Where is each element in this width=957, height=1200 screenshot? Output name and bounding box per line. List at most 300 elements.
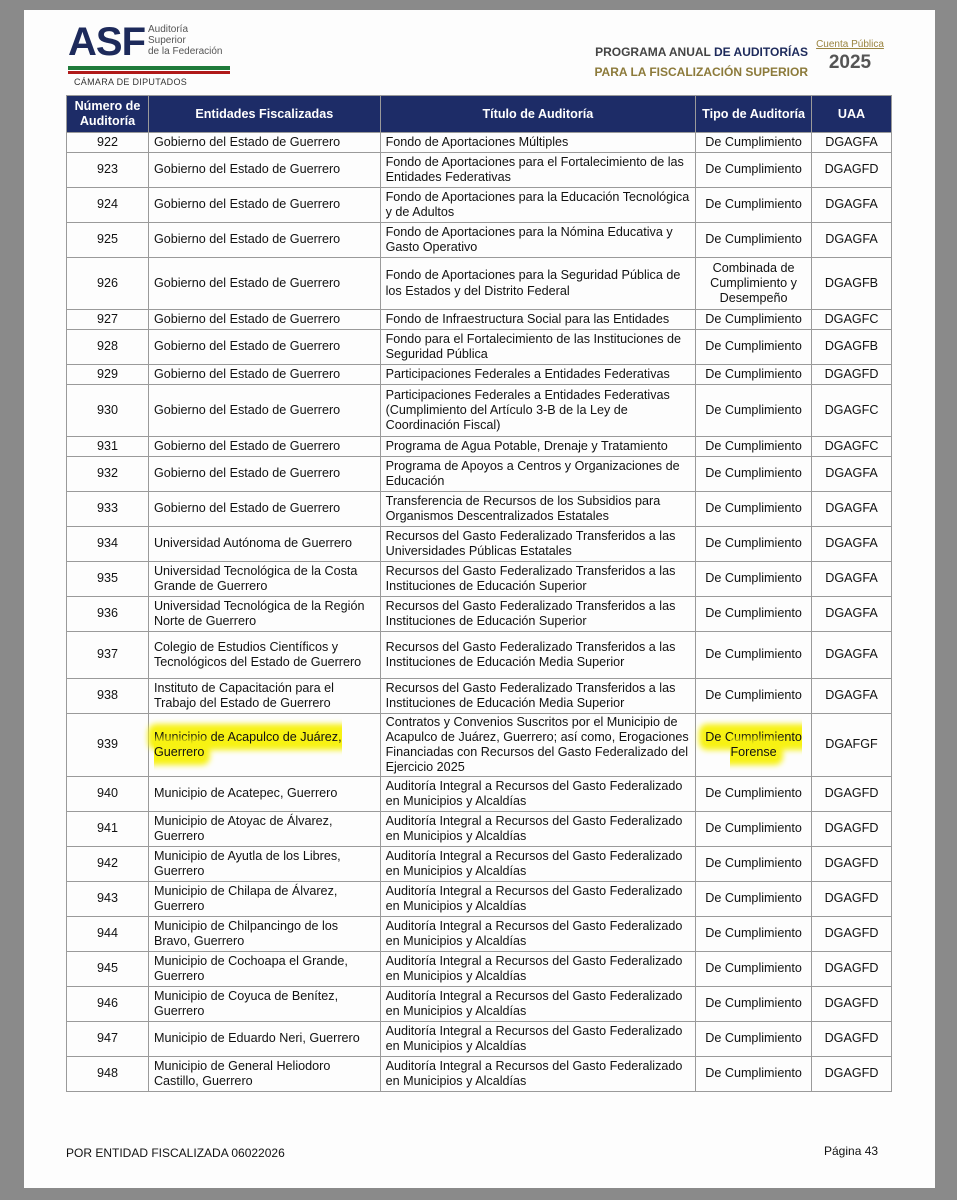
- audit-title-cell: [380, 952, 696, 987]
- program-title-line1a: PROGRAMA ANUAL: [595, 45, 714, 59]
- uaa-cell: [812, 133, 892, 153]
- audit-title-cell: [380, 882, 696, 917]
- audit-number-text: 940: [96, 786, 118, 801]
- audit-number-cell: [67, 365, 149, 385]
- entity-text: Gobierno del Estado de Guerrero: [153, 438, 341, 453]
- audit-number-cell: [67, 917, 149, 952]
- entity-cell: [148, 223, 380, 258]
- uaa-text: DGAGFD: [824, 926, 879, 941]
- audit-number-cell: [67, 385, 149, 437]
- audit-number-text: 937: [96, 647, 118, 662]
- audit-type-cell: [696, 1057, 812, 1092]
- entity-text: Gobierno del Estado de Guerrero: [153, 134, 341, 149]
- audit-title-cell: [380, 457, 696, 492]
- entity-text: Municipio de Acatepec, Guerrero: [153, 786, 338, 801]
- audit-title-text: Fondo de Aportaciones Múltiples: [385, 134, 569, 149]
- entity-cell: [148, 310, 380, 330]
- audit-number-text: 946: [96, 996, 118, 1011]
- table-row: [67, 679, 892, 714]
- audit-type-text: Combinada de Cumplimiento y Desempeño: [710, 260, 797, 306]
- audit-number-cell: [67, 223, 149, 258]
- audit-type-cell: [696, 457, 812, 492]
- audit-number-cell: [67, 679, 149, 714]
- column-header: Tipo de Auditoría: [696, 96, 812, 133]
- table-row: [67, 527, 892, 562]
- entity-cell: [148, 1057, 380, 1092]
- uaa-cell: [812, 1022, 892, 1057]
- audit-type-cell: [696, 777, 812, 812]
- uaa-cell: [812, 385, 892, 437]
- table-row: [67, 987, 892, 1022]
- audit-number-cell: [67, 812, 149, 847]
- uaa-cell: [812, 492, 892, 527]
- uaa-text: DGAGFC: [824, 438, 879, 453]
- uaa-text: DGAGFD: [824, 961, 879, 976]
- audit-type-text: De Cumplimiento: [705, 606, 802, 621]
- table-row: [67, 153, 892, 188]
- table-row: [67, 1022, 892, 1057]
- audit-type-text: De Cumplimiento: [705, 821, 802, 836]
- table-row: [67, 365, 892, 385]
- uaa-text: DGAGFA: [825, 536, 878, 551]
- entity-cell: [148, 527, 380, 562]
- audit-number-text: 935: [96, 571, 118, 586]
- uaa-cell: [812, 847, 892, 882]
- entity-cell: [148, 812, 380, 847]
- table-row: [67, 258, 892, 310]
- table-row: [67, 917, 892, 952]
- audit-number-cell: [67, 714, 149, 777]
- uaa-text: DGAGFD: [824, 856, 879, 871]
- uaa-cell: [812, 310, 892, 330]
- entity-cell: [148, 952, 380, 987]
- table-row: [67, 310, 892, 330]
- audit-number-text: 936: [96, 606, 118, 621]
- audit-type-text: De Cumplimiento: [705, 536, 802, 551]
- audit-number-text: 928: [96, 339, 118, 354]
- audit-number-cell: [67, 597, 149, 632]
- uaa-cell: [812, 153, 892, 188]
- entity-text: Gobierno del Estado de Guerrero: [153, 339, 341, 354]
- entity-cell: [148, 133, 380, 153]
- table-row: [67, 812, 892, 847]
- audit-title-text: Fondo de Aportaciones para la Nómina Educativa y Gasto Operativo: [385, 224, 673, 254]
- audit-number-text: 939: [96, 737, 118, 752]
- audit-number-cell: [67, 330, 149, 365]
- entity-cell: [148, 385, 380, 437]
- entity-cell: [148, 777, 380, 812]
- asf-logo-description: [148, 24, 240, 57]
- uaa-text: DGAGFA: [825, 688, 878, 703]
- audit-title-text: Auditoría Integral a Recursos del Gasto Federalizado en Municipios y Alcaldías: [385, 848, 683, 878]
- entity-text: Colegio de Estudios Científicos y Tecnológicos del Estado de Guerrero: [153, 639, 362, 669]
- audit-table: [66, 95, 892, 1092]
- uaa-cell: [812, 562, 892, 597]
- entity-cell: [148, 258, 380, 310]
- audit-type-text: De Cumplimiento: [705, 366, 802, 381]
- entity-cell: [148, 882, 380, 917]
- audit-type-cell: [696, 153, 812, 188]
- entity-cell: [148, 917, 380, 952]
- audit-number-text: 926: [96, 275, 118, 290]
- table-row: [67, 597, 892, 632]
- audit-type-cell: [696, 527, 812, 562]
- audit-title-cell: [380, 385, 696, 437]
- column-header: Entidades Fiscalizadas: [148, 96, 380, 133]
- audit-type-text: De Cumplimiento: [705, 311, 802, 326]
- audit-number-cell: [67, 133, 149, 153]
- audit-type-text: De Cumplimiento: [705, 647, 802, 662]
- uaa-cell: [812, 632, 892, 679]
- audit-type-cell: [696, 133, 812, 153]
- audit-number-text: 927: [96, 311, 118, 326]
- audit-title-cell: [380, 492, 696, 527]
- audit-type-cell: [696, 882, 812, 917]
- cuenta-publica-year: 2025: [828, 52, 872, 73]
- audit-type-cell: [696, 492, 812, 527]
- audit-number-cell: [67, 1057, 149, 1092]
- audit-type-cell: [696, 385, 812, 437]
- program-title-line2: PARA LA FISCALIZACIÓN SUPERIOR: [594, 65, 808, 79]
- audit-type-text: De Cumplimiento: [705, 571, 802, 586]
- audit-type-text: De Cumplimiento: [705, 402, 802, 417]
- uaa-text: DGAGFA: [825, 647, 878, 662]
- table-row: [67, 882, 892, 917]
- entity-cell: [148, 714, 380, 777]
- audit-number-cell: [67, 153, 149, 188]
- entity-text: Instituto de Capacitación para el Trabajo del Estado de Guerrero: [153, 680, 334, 710]
- audit-number-text: 924: [96, 197, 118, 212]
- audit-type-text: De Cumplimiento: [705, 466, 802, 481]
- uaa-text: DGAFGF: [825, 737, 878, 752]
- uaa-cell: [812, 188, 892, 223]
- uaa-text: DGAGFB: [824, 275, 879, 290]
- page-number: Página 43: [824, 1144, 879, 1158]
- audit-number-text: 944: [96, 926, 118, 941]
- uaa-text: DGAGFC: [824, 402, 879, 417]
- audit-number-cell: [67, 457, 149, 492]
- program-title: [554, 42, 808, 82]
- audit-title-cell: [380, 714, 696, 777]
- audit-number-text: 932: [96, 466, 118, 481]
- audit-type-text: De Cumplimiento Forense: [705, 729, 802, 759]
- entity-text: Gobierno del Estado de Guerrero: [153, 501, 341, 516]
- asf-logo: [68, 22, 238, 94]
- entity-cell: [148, 987, 380, 1022]
- audit-title-cell: [380, 777, 696, 812]
- flag-stripe-red: [68, 71, 230, 74]
- audit-type-cell: [696, 310, 812, 330]
- uaa-text: DGAGFA: [825, 606, 878, 621]
- audit-type-text: De Cumplimiento: [705, 438, 802, 453]
- audit-number-cell: [67, 987, 149, 1022]
- entity-text: Gobierno del Estado de Guerrero: [153, 162, 341, 177]
- audit-title-cell: [380, 258, 696, 310]
- audit-title-cell: [380, 527, 696, 562]
- uaa-cell: [812, 597, 892, 632]
- uaa-cell: [812, 1057, 892, 1092]
- audit-title-text: Auditoría Integral a Recursos del Gasto Federalizado en Municipios y Alcaldías: [385, 918, 683, 948]
- cuenta-publica-label: Cuenta Pública: [816, 39, 884, 50]
- audit-type-text: De Cumplimiento: [705, 232, 802, 247]
- audit-type-text: De Cumplimiento: [705, 961, 802, 976]
- uaa-text: DGAGFA: [825, 197, 878, 212]
- entity-text: Municipio de Coyuca de Benítez, Guerrero: [153, 988, 339, 1018]
- audit-number-text: 938: [96, 688, 118, 703]
- audit-title-cell: [380, 987, 696, 1022]
- asf-desc-line: Auditoría: [148, 24, 189, 35]
- audit-title-cell: [380, 632, 696, 679]
- uaa-cell: [812, 812, 892, 847]
- entity-text: Gobierno del Estado de Guerrero: [153, 275, 341, 290]
- column-header: UAA: [812, 96, 892, 133]
- entity-text: Universidad Tecnológica de la Costa Grande de Guerrero: [153, 563, 358, 593]
- audit-title-cell: [380, 847, 696, 882]
- entity-text: Municipio de Eduardo Neri, Guerrero: [153, 1031, 360, 1046]
- entity-text: Municipio de Cochoapa el Grande, Guerrero: [153, 953, 348, 983]
- audit-type-text: De Cumplimiento: [705, 134, 802, 149]
- audit-number-cell: [67, 258, 149, 310]
- entity-cell: [148, 562, 380, 597]
- table-row: [67, 714, 892, 777]
- uaa-text: DGAGFD: [824, 821, 879, 836]
- audit-title-text: Auditoría Integral a Recursos del Gasto Federalizado en Municipios y Alcaldías: [385, 883, 683, 913]
- entity-cell: [148, 188, 380, 223]
- uaa-cell: [812, 714, 892, 777]
- entity-cell: [148, 492, 380, 527]
- table-row: [67, 188, 892, 223]
- audit-number-text: 923: [96, 162, 118, 177]
- entity-cell: [148, 330, 380, 365]
- audit-title-text: Programa de Agua Potable, Drenaje y Tratamiento: [385, 438, 668, 453]
- audit-type-text: De Cumplimiento: [705, 786, 802, 801]
- asf-desc-line: Superior: [148, 35, 186, 46]
- uaa-text: DGAGFD: [824, 366, 879, 381]
- uaa-text: DGAGFA: [825, 134, 878, 149]
- table-row: [67, 437, 892, 457]
- audit-number-text: 931: [96, 438, 118, 453]
- uaa-text: DGAGFD: [824, 891, 879, 906]
- audit-number-text: 942: [96, 856, 118, 871]
- audit-type-text: De Cumplimiento: [705, 162, 802, 177]
- entity-text: Gobierno del Estado de Guerrero: [153, 311, 341, 326]
- uaa-text: DGAGFC: [824, 311, 879, 326]
- audit-type-text: De Cumplimiento: [705, 339, 802, 354]
- uaa-text: DGAGFB: [824, 339, 879, 354]
- table-row: [67, 330, 892, 365]
- uaa-cell: [812, 365, 892, 385]
- audit-title-cell: [380, 597, 696, 632]
- uaa-cell: [812, 679, 892, 714]
- audit-type-cell: [696, 597, 812, 632]
- audit-title-text: Recursos del Gasto Federalizado Transferidos a las Instituciones de Educación Superior: [385, 598, 676, 628]
- audit-title-text: Fondo de Aportaciones para la Educación Tecnológica y de Adultos: [385, 189, 690, 219]
- audit-type-cell: [696, 812, 812, 847]
- entity-text: Gobierno del Estado de Guerrero: [153, 232, 341, 247]
- uaa-cell: [812, 457, 892, 492]
- audit-type-cell: [696, 258, 812, 310]
- table-row: [67, 1057, 892, 1092]
- table-row: [67, 952, 892, 987]
- footer-entity-code: POR ENTIDAD FISCALIZADA 06022026: [66, 1146, 285, 1160]
- audit-number-text: 941: [96, 821, 118, 836]
- audit-title-cell: [380, 812, 696, 847]
- table-row: [67, 492, 892, 527]
- table-row: [67, 562, 892, 597]
- audit-number-cell: [67, 777, 149, 812]
- audit-title-text: Fondo de Aportaciones para la Seguridad Pública de los Estados y del Distrito Federal: [385, 268, 681, 298]
- camara-label: CÁMARA DE DIPUTADOS: [74, 77, 188, 87]
- uaa-cell: [812, 258, 892, 310]
- asf-logo-text: ASF: [68, 20, 145, 64]
- audit-type-text: De Cumplimiento: [705, 501, 802, 516]
- audit-title-text: Participaciones Federales a Entidades Federativas (Cumplimiento del Artículo 3-B de la Ley de Coordinación Fiscal): [385, 387, 670, 433]
- uaa-cell: [812, 987, 892, 1022]
- uaa-text: DGAGFA: [825, 466, 878, 481]
- uaa-cell: [812, 777, 892, 812]
- audit-title-text: Fondo para el Fortalecimiento de las Instituciones de Seguridad Pública: [385, 331, 682, 361]
- table-row: [67, 777, 892, 812]
- audit-type-text: De Cumplimiento: [705, 926, 802, 941]
- audit-title-cell: [380, 917, 696, 952]
- audit-title-cell: [380, 330, 696, 365]
- table-header-row: [67, 96, 892, 133]
- document-page: [24, 10, 935, 1188]
- audit-title-cell: [380, 679, 696, 714]
- entity-cell: [148, 632, 380, 679]
- entity-text: Municipio de Ayutla de los Libres, Guerrero: [153, 848, 341, 878]
- uaa-text: DGAGFA: [825, 232, 878, 247]
- entity-text: Universidad Autónoma de Guerrero: [153, 536, 353, 551]
- audit-type-cell: [696, 917, 812, 952]
- audit-type-text: De Cumplimiento: [705, 197, 802, 212]
- audit-type-cell: [696, 847, 812, 882]
- audit-number-cell: [67, 632, 149, 679]
- audit-type-text: De Cumplimiento: [705, 856, 802, 871]
- audit-title-cell: [380, 310, 696, 330]
- audit-title-cell: [380, 365, 696, 385]
- entity-text: Gobierno del Estado de Guerrero: [153, 366, 341, 381]
- audit-type-cell: [696, 223, 812, 258]
- entity-text: Municipio de Atoyac de Álvarez, Guerrero: [153, 813, 333, 843]
- audit-title-text: Transferencia de Recursos de los Subsidios para Organismos Descentralizados Estatales: [385, 493, 661, 523]
- audit-type-text: De Cumplimiento: [705, 996, 802, 1011]
- audit-type-text: De Cumplimiento: [705, 891, 802, 906]
- audit-title-cell: [380, 1022, 696, 1057]
- audit-number-text: 948: [96, 1066, 118, 1081]
- audit-title-text: Auditoría Integral a Recursos del Gasto Federalizado en Municipios y Alcaldías: [385, 988, 683, 1018]
- entity-text: Gobierno del Estado de Guerrero: [153, 402, 341, 417]
- audit-title-text: Auditoría Integral a Recursos del Gasto Federalizado en Municipios y Alcaldías: [385, 1058, 683, 1088]
- audit-title-text: Recursos del Gasto Federalizado Transferidos a las Universidades Públicas Estatales: [385, 528, 676, 558]
- audit-type-cell: [696, 330, 812, 365]
- column-header: Número de Auditoría: [67, 96, 149, 133]
- audit-number-cell: [67, 492, 149, 527]
- audit-type-cell: [696, 714, 812, 777]
- audit-title-text: Recursos del Gasto Federalizado Transferidos a las Instituciones de Educación Media Superior: [385, 639, 676, 669]
- table-row: [67, 457, 892, 492]
- audit-number-text: 934: [96, 536, 118, 551]
- entity-text: Municipio de General Heliodoro Castillo, Guerrero: [153, 1058, 331, 1088]
- audit-title-cell: [380, 223, 696, 258]
- audit-type-cell: [696, 562, 812, 597]
- audit-title-text: Recursos del Gasto Federalizado Transferidos a las Instituciones de Educación Media Superior: [385, 680, 676, 710]
- entity-text: Universidad Tecnológica de la Región Norte de Guerrero: [153, 598, 365, 628]
- audit-number-text: 947: [96, 1031, 118, 1046]
- uaa-text: DGAGFD: [824, 1066, 879, 1081]
- uaa-text: DGAGFD: [824, 996, 879, 1011]
- uaa-cell: [812, 437, 892, 457]
- audit-number-cell: [67, 527, 149, 562]
- entity-text: Municipio de Acapulco de Juárez, Guerrero: [153, 729, 342, 759]
- audit-title-cell: [380, 153, 696, 188]
- audit-title-text: Participaciones Federales a Entidades Federativas: [385, 366, 670, 381]
- entity-cell: [148, 437, 380, 457]
- audit-number-cell: [67, 1022, 149, 1057]
- audit-type-cell: [696, 365, 812, 385]
- entity-cell: [148, 457, 380, 492]
- audit-title-text: Programa de Apoyos a Centros y Organizaciones de Educación: [385, 458, 680, 488]
- cuenta-publica: [810, 39, 890, 74]
- asf-desc-line: de la Federación: [148, 46, 223, 57]
- audit-number-cell: [67, 437, 149, 457]
- uaa-cell: [812, 952, 892, 987]
- program-title-line1b: DE AUDITORÍAS: [713, 45, 808, 59]
- entity-text: Gobierno del Estado de Guerrero: [153, 466, 341, 481]
- audit-number-cell: [67, 188, 149, 223]
- entity-text: Municipio de Chilpancingo de los Bravo, Guerrero: [153, 918, 339, 948]
- table-row: [67, 847, 892, 882]
- audit-type-cell: [696, 1022, 812, 1057]
- uaa-cell: [812, 882, 892, 917]
- uaa-cell: [812, 223, 892, 258]
- table-row: [67, 133, 892, 153]
- uaa-text: DGAGFD: [824, 162, 879, 177]
- entity-cell: [148, 847, 380, 882]
- audit-type-cell: [696, 632, 812, 679]
- audit-title-text: Auditoría Integral a Recursos del Gasto Federalizado en Municipios y Alcaldías: [385, 813, 683, 843]
- table-row: [67, 223, 892, 258]
- uaa-text: DGAGFD: [824, 786, 879, 801]
- audit-title-text: Fondo de Infraestructura Social para las Entidades: [385, 311, 670, 326]
- audit-title-cell: [380, 1057, 696, 1092]
- audit-title-text: Fondo de Aportaciones para el Fortalecimiento de las Entidades Federativas: [385, 154, 684, 184]
- audit-number-text: 930: [96, 402, 118, 417]
- audit-title-text: Auditoría Integral a Recursos del Gasto Federalizado en Municipios y Alcaldías: [385, 953, 683, 983]
- column-header: Título de Auditoría: [380, 96, 696, 133]
- audit-number-cell: [67, 882, 149, 917]
- table-row: [67, 385, 892, 437]
- entity-cell: [148, 597, 380, 632]
- uaa-text: DGAGFD: [824, 1031, 879, 1046]
- audit-number-text: 943: [96, 891, 118, 906]
- audit-type-text: De Cumplimiento: [705, 688, 802, 703]
- uaa-cell: [812, 917, 892, 952]
- entity-text: Gobierno del Estado de Guerrero: [153, 197, 341, 212]
- audit-number-text: 929: [96, 366, 118, 381]
- audit-number-cell: [67, 952, 149, 987]
- uaa-cell: [812, 527, 892, 562]
- uaa-cell: [812, 330, 892, 365]
- audit-type-cell: [696, 987, 812, 1022]
- audit-title-text: Contratos y Convenios Suscritos por el Municipio de Acapulco de Juárez, Guerrero; así como, Erogaciones Financiadas con Recursos del Gasto Federalizado del Ejercicio 2025: [385, 714, 689, 775]
- audit-title-cell: [380, 133, 696, 153]
- audit-number-text: 922: [96, 134, 118, 149]
- audit-number-cell: [67, 562, 149, 597]
- audit-number-cell: [67, 847, 149, 882]
- audit-title-cell: [380, 562, 696, 597]
- entity-cell: [148, 1022, 380, 1057]
